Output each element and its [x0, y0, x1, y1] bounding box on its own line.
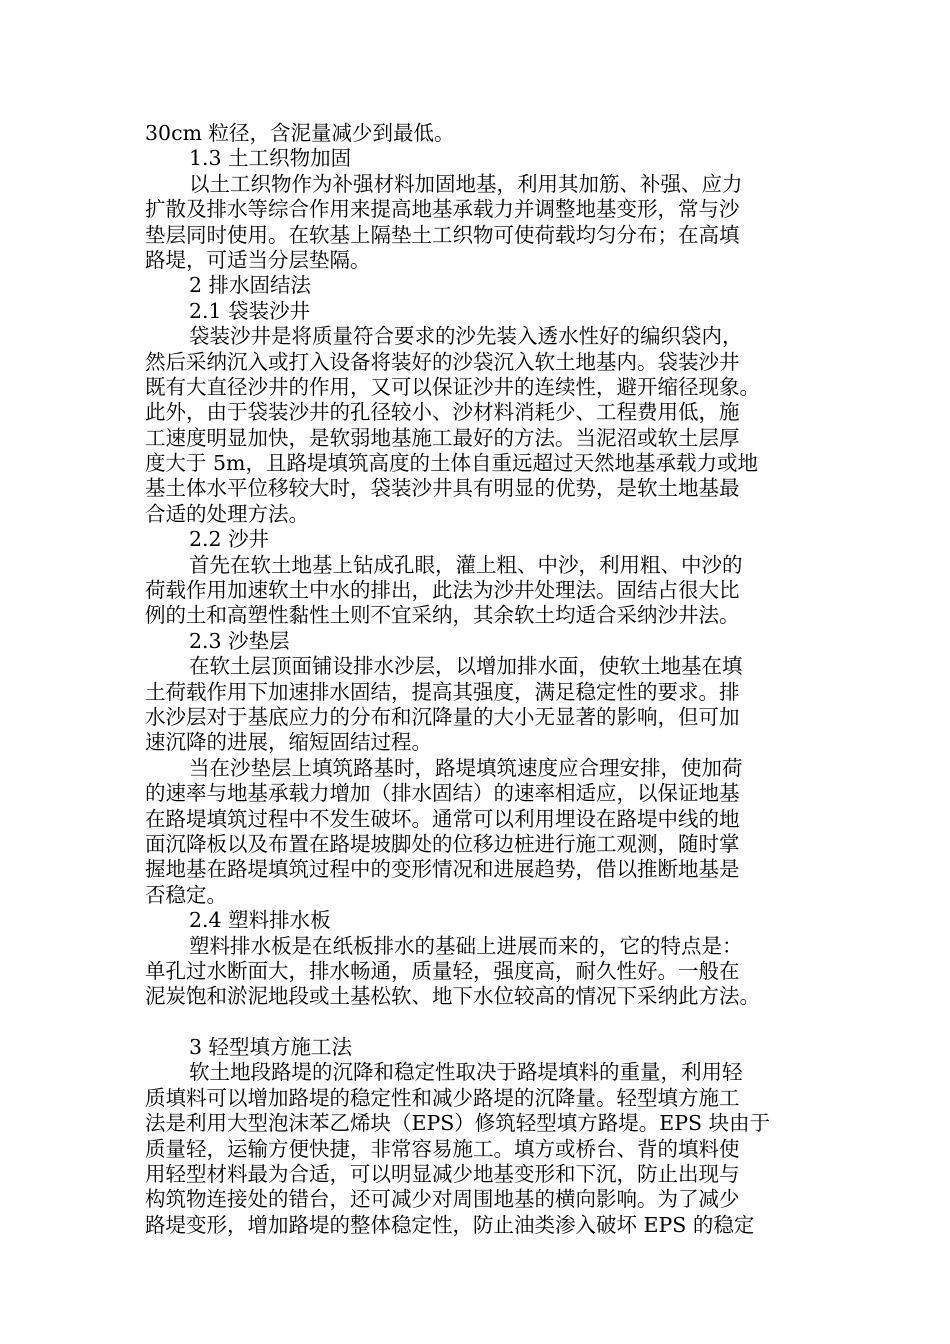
text-line: 质填料可以增加路堤的稳定性和减少路堤的沉降量。轻型填方施工 [145, 1085, 740, 1110]
document-body [145, 121, 810, 1238]
text-line: 2.1 袋装沙井 [189, 298, 311, 323]
text-line: 此外，由于袋装沙井的孔径较小、沙材料消耗少、工程费用低，施 [145, 400, 740, 425]
text-line: 基土体水平位移较大时，袋装沙井具有明显的优势，是软土地基最 [145, 476, 740, 501]
text-line: 握地基在路堤填筑过程中的变形情况和进展趋势，借以推断地基是 [145, 857, 740, 882]
text-line: 泥炭饱和淤泥地段或土基松软、地下水位较高的情况下采纳此方法。 [145, 984, 760, 1009]
text-line: 质量轻，运输方便快捷，非常容易施工。填方或桥台、背的填料使 [145, 1136, 740, 1161]
text-line: 度大于 5m，且路堤填筑高度的土体自重远超过天然地基承载力或地 [145, 451, 758, 476]
text-line: 扩散及排水等综合作用来提高地基承载力并调整地基变形，常与沙 [145, 197, 740, 222]
text-line: 1.3 土工织物加固 [189, 146, 352, 171]
text-line: 例的土和高塑性黏性土则不宜采纳，其余软土均适合采纳沙井法。 [145, 603, 740, 628]
text-line: 2.3 沙垫层 [189, 628, 290, 653]
text-line: 既有大直径沙井的作用，又可以保证沙井的连续性，避开缩径现象。 [145, 374, 760, 399]
text-line: 用轻型材料最为合适，可以明显减少地基变形和下沉，防止出现与 [145, 1162, 740, 1187]
text-line: 首先在软土地基上钻成孔眼，灌上粗、中沙，利用粗、中沙的 [189, 552, 743, 577]
text-line: 2.4 塑料排水板 [189, 908, 331, 933]
text-line: 土荷载作用下加速排水固结，提高其强度，满足稳定性的要求。排 [145, 679, 740, 704]
text-line: 袋装沙井是将质量符合要求的沙先装入透水性好的编织袋内， [189, 324, 743, 349]
text-line: 然后采纳沉入或打入设备将装好的沙袋沉入软土地基内。袋装沙井 [145, 349, 740, 374]
text-line: 以土工织物作为补强材料加固地基，利用其加筋、补强、应力 [189, 171, 743, 196]
text-line: 30cm 粒径，含泥量减少到最低。 [145, 121, 455, 145]
text-line: 工速度明显加快，是软弱地基施工最好的方法。当泥沼或软土层厚 [145, 425, 740, 450]
text-line: 软土地段路堤的沉降和稳定性取决于路堤填料的重量，利用轻 [189, 1060, 743, 1085]
text-line: 荷载作用加速软土中水的排出，此法为沙井处理法。固结占很大比 [145, 578, 740, 603]
text-line: 合适的处理方法。 [145, 501, 309, 526]
text-line: 2.2 沙井 [189, 527, 270, 552]
text-line: 塑料排水板是在纸板排水的基础上进展而来的，它的特点是： [189, 933, 743, 958]
text-line: 构筑物连接处的错台，还可减少对周围地基的横向影响。为了减少 [145, 1187, 740, 1212]
text-line: 在路堤填筑过程中不发生破坏。通常可以利用埋设在路堤中线的地 [145, 806, 740, 831]
text-line: 3 轻型填方施工法 [189, 1035, 353, 1060]
text-line: 水沙层对于基底应力的分布和沉降量的大小无显著的影响，但可加 [145, 704, 740, 729]
text-line: 面沉降板以及布置在路堤坡脚处的位移边桩进行施工观测，随时掌 [145, 831, 740, 856]
text-line: 路堤变形，增加路堤的整体稳定性，防止油类渗入破坏 EPS 的稳定 [145, 1212, 755, 1237]
blank-line [145, 1010, 810, 1035]
text-line: 2 排水固结法 [189, 273, 312, 298]
text-line: 垫层同时使用。在软基上隔垫土工织物可使荷载均匀分布；在高填 [145, 222, 740, 247]
text-line: 的速率与地基承载力增加（排水固结）的速率相适应，以保证地基 [145, 781, 740, 806]
text-line: 在软土层顶面铺设排水沙层，以增加排水面，使软土地基在填 [189, 654, 743, 679]
text-line: 单孔过水断面大，排水畅通，质量轻，强度高，耐久性好。一般在 [145, 958, 740, 983]
text-line: 法是利用大型泡沫苯乙烯块（EPS）修筑轻型填方路堤。EPS 块由于 [145, 1111, 771, 1136]
text-line: 速沉降的进展，缩短固结过程。 [145, 730, 432, 755]
text-line: 当在沙垫层上填筑路基时，路堤填筑速度应合理安排，使加荷 [189, 755, 743, 780]
text-line: 否稳定。 [145, 882, 227, 907]
text-line: 路堤，可适当分层垫隔。 [145, 247, 371, 272]
